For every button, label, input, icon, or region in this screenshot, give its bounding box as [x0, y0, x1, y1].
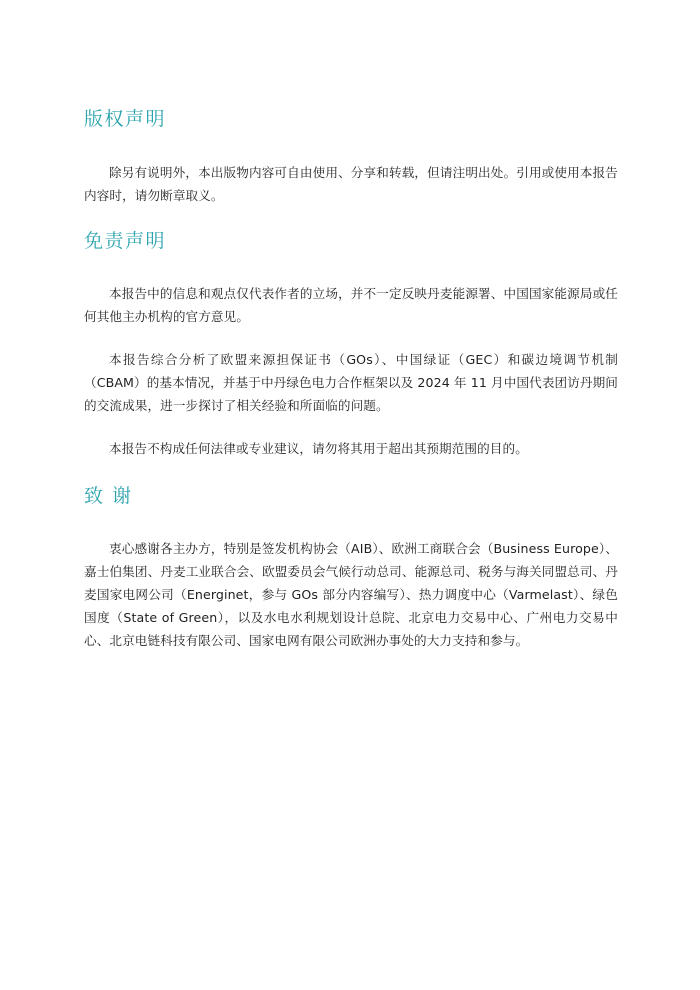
copyright-paragraph: 除另有说明外，本出版物内容可自由使用、分享和转载，但请注明出处。引用或使用本报告内容时，请勿断章取义。 [84, 165, 618, 203]
disclaimer-paragraph-2: 本报告综合分析了欧盟来源担保证书（GOs）、中国绿证（GEC）和碳边境调节机制（CBAM）的基本情况，并基于中丹绿色电力合作框架以及 2024 年 11 月中国代表团访丹期间的交流成果，进一步探讨了相关经验和所面临的问题。 [84, 352, 618, 413]
disclaimer-heading: 免责声明 [84, 230, 167, 252]
disclaimer-paragraph-3: 本报告不构成任何法律或专业建议，请勿将其用于超出其预期范围的目的。 [109, 441, 528, 456]
acknowledgements-heading: 致 谢 [84, 485, 133, 507]
acknowledgements-paragraph: 衷心感谢各主办方，特别是签发机构协会（AIB）、欧洲工商联合会（Business Europe）、嘉士伯集团、丹麦工业联合会、欧盟委员会气候行动总司、能源总司、税务与海关同盟总司、丹麦国家电网公司（Energinet，参与 GOs 部分内容编写）、热力调度中心（Varmelast）、绿色国度（State of Green），以及水电水利规划设计总院、北京电力交易中心、广州电力交易中心、北京电链科技有限公司、国家电网有限公司欧洲办事处的大力支持和参与。 [84, 541, 618, 648]
copyright-heading: 版权声明 [84, 108, 167, 130]
disclaimer-paragraph-1: 本报告中的信息和观点仅代表作者的立场，并不一定反映丹麦能源署、中国国家能源局或任何其他主办机构的官方意见。 [84, 286, 618, 324]
